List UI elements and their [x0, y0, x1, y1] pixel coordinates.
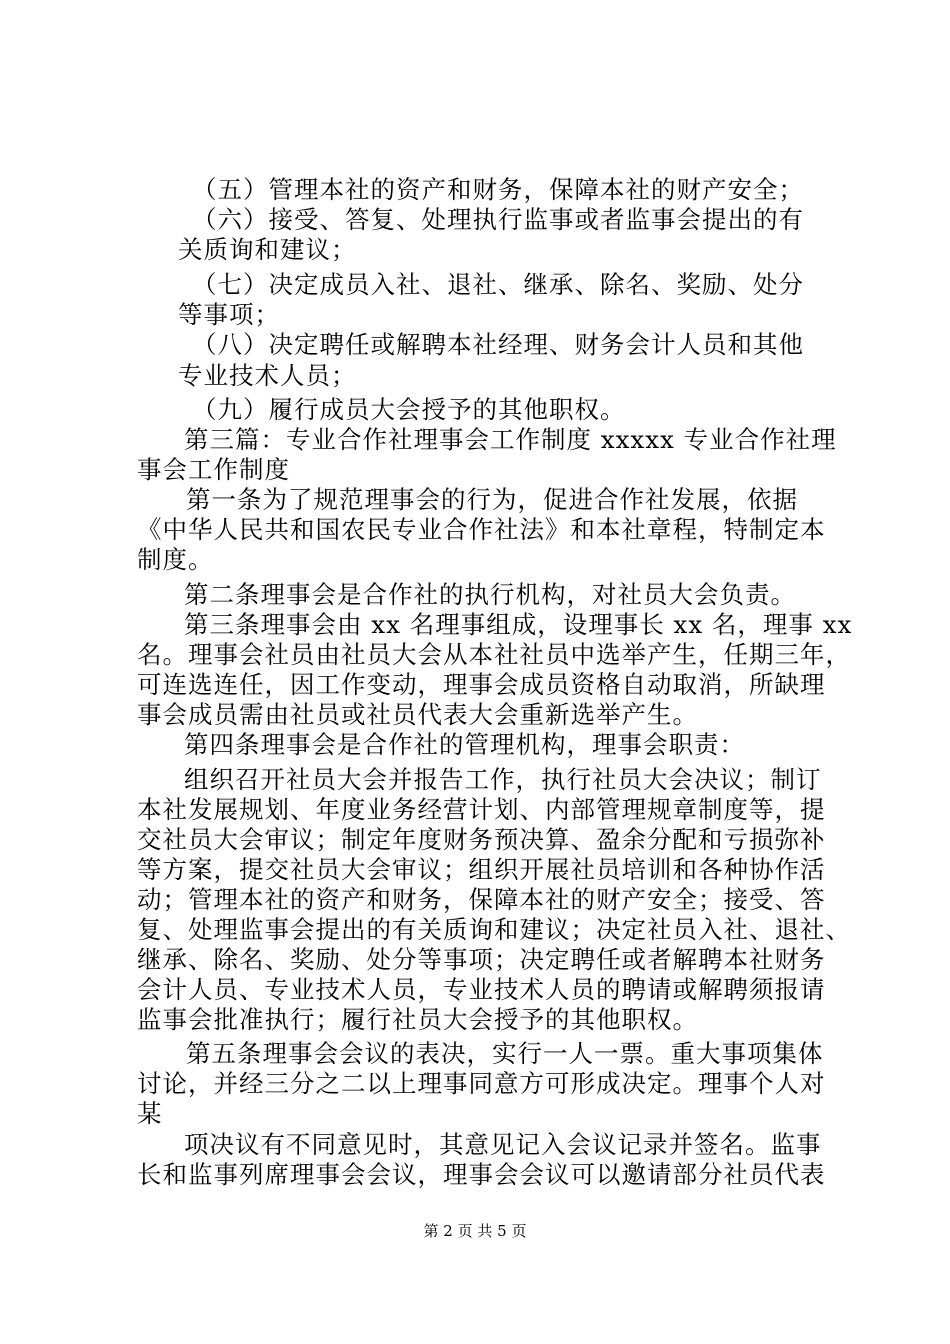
text-line: 关质询和建议； — [178, 235, 357, 264]
text-line: 《中华人民共和国农民专业合作社法》和本社章程，特制定本 — [137, 515, 826, 544]
text-line: （七）决定成员入社、退社、继承、除名、奖励、处分 — [192, 270, 804, 299]
text-line: 第三条理事会由 xx 名理事组成，设理事长 xx 名，理事 xx — [184, 610, 853, 639]
section-heading: 第三篇：专业合作社理事会工作制度 xxxxx 专业合作社理 — [184, 425, 837, 454]
text-line: 第四条理事会是合作社的管理机构，理事会职责： — [184, 730, 745, 759]
text-line: （六）接受、答复、处理执行监事或者监事会提出的有 — [192, 205, 804, 234]
text-line: 长和监事列席理事会会议，理事会会议可以邀请部分社员代表 — [137, 1160, 826, 1189]
text-line: （九）履行成员大会授予的其他职权。 — [192, 395, 626, 424]
text-line: 专业技术人员； — [178, 361, 357, 390]
text-line: 交社员大会审议；制定年度财务预决算、盈余分配和亏损弥补 — [137, 825, 826, 854]
text-line: 名。理事会社员由社员大会从本社社员中选举产生，任期三年， — [137, 640, 851, 669]
text-line: 讨论，并经三分之二以上理事同意方可形成决定。理事个人对 — [137, 1069, 826, 1098]
text-line: 监事会批准执行；履行社员大会授予的其他职权。 — [137, 1005, 698, 1034]
text-line: 制度。 — [137, 545, 214, 574]
text-line: 第一条为了规范理事会的行为，促进合作社发展，依据 — [186, 485, 798, 514]
text-line: 会计人员、专业技术人员，专业技术人员的聘请或解聘须报请 — [137, 975, 826, 1004]
text-line: 第五条理事会会议的表决，实行一人一票。重大事项集体 — [186, 1039, 824, 1068]
page-number-footer: 第 2 页 共 5 页 — [423, 1222, 527, 1240]
text-line: （五）管理本社的资产和财务，保障本社的财产安全； — [192, 175, 804, 204]
section-heading: 事会工作制度 — [137, 455, 290, 484]
text-line: （八）决定聘任或解聘本社经理、财务会计人员和其他 — [192, 330, 804, 359]
text-line: 复、处理监事会提出的有关质询和建议；决定社员入社、退社、 — [137, 915, 851, 944]
text-line: 继承、除名、奖励、处分等事项；决定聘任或者解聘本社财务 — [137, 945, 826, 974]
text-line: 第二条理事会是合作社的执行机构，对社员大会负责。 — [184, 580, 796, 609]
text-line: 项决议有不同意见时，其意见记入会议记录并签名。监事 — [184, 1130, 822, 1159]
text-line: 等方案，提交社员大会审议；组织开展社员培训和各种协作活 — [137, 855, 826, 884]
text-line: 等事项； — [178, 300, 280, 329]
text-line: 事会成员需由社员或社员代表大会重新选举产生。 — [137, 700, 698, 729]
text-line: 动；管理本社的资产和财务，保障本社的财产安全；接受、答 — [137, 885, 826, 914]
text-line: 本社发展规划、年度业务经营计划、内部管理规章制度等，提 — [137, 795, 826, 824]
text-line: 可连选连任，因工作变动，理事会成员资格自动取消，所缺理 — [137, 670, 826, 699]
text-line: 某 — [137, 1099, 163, 1128]
text-line: 组织召开社员大会并报告工作，执行社员大会决议；制订 — [184, 765, 822, 794]
